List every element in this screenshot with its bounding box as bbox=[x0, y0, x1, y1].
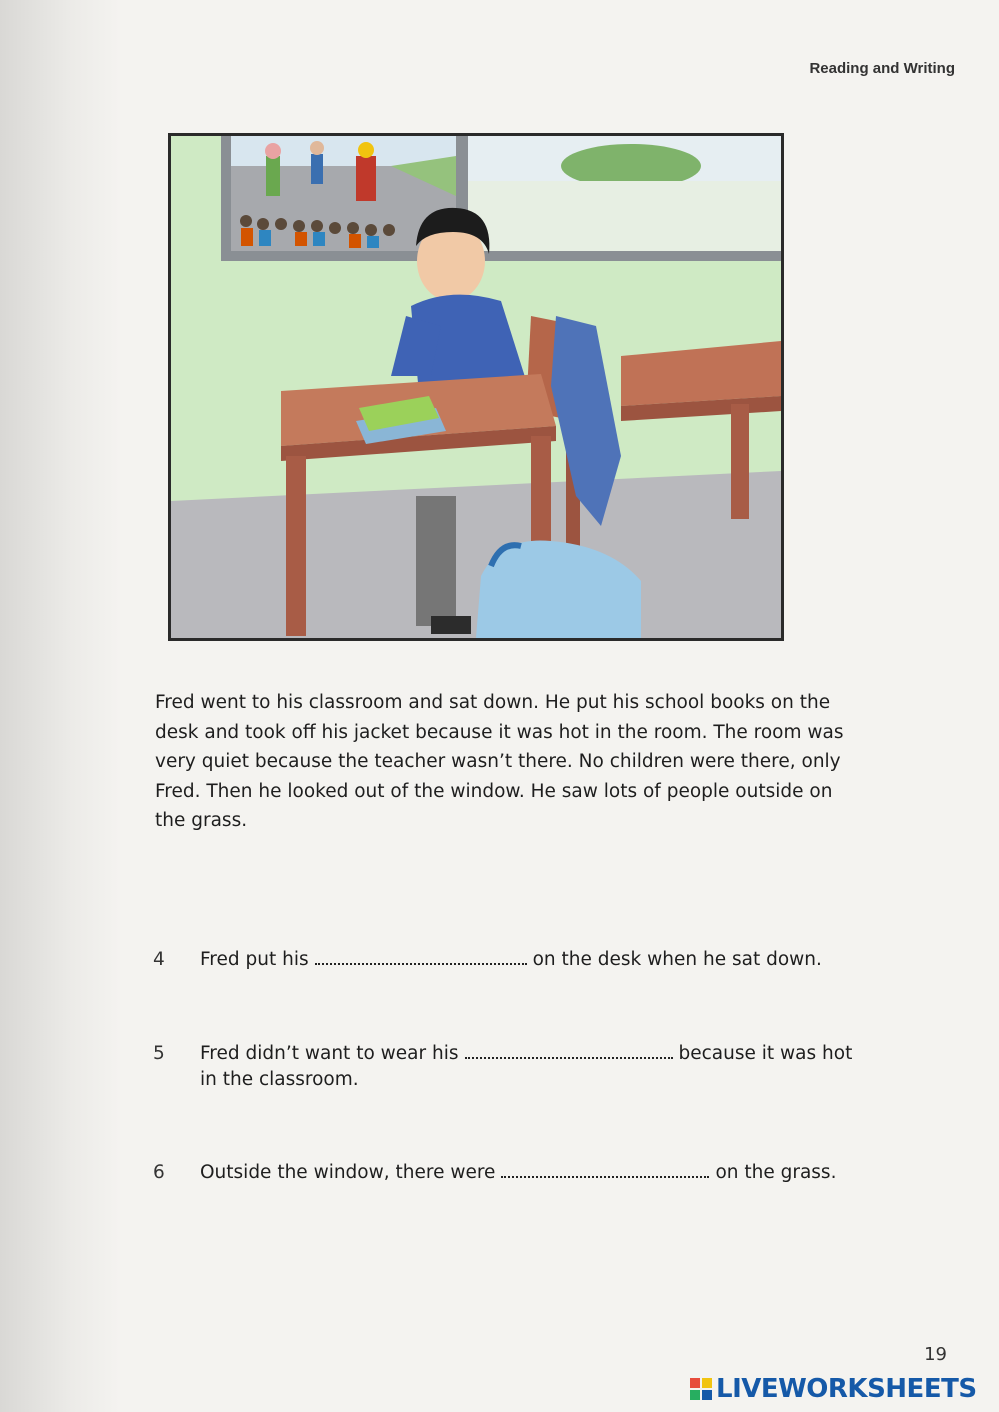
question-text-before: Fred didn’t want to wear his bbox=[200, 1043, 459, 1064]
page-number: 19 bbox=[924, 1344, 947, 1365]
question-number: 4 bbox=[153, 949, 165, 970]
passage-line: the grass. bbox=[155, 810, 248, 831]
question-text-after: because it was hot bbox=[678, 1043, 853, 1064]
liveworksheets-logo[interactable] bbox=[690, 1374, 977, 1404]
passage-line: Fred. Then he looked out of the window. He saw lots of people outside on bbox=[155, 780, 833, 802]
question-text-after: on the grass. bbox=[715, 1162, 837, 1183]
passage-line: Fred went to his classroom and sat down. He put his school books on the bbox=[155, 692, 831, 713]
question-5 bbox=[153, 1040, 873, 1098]
brand-name: LIVEWORKSHEETS bbox=[716, 1374, 977, 1404]
question-number: 5 bbox=[153, 1043, 165, 1064]
answer-blank-5[interactable] bbox=[465, 1041, 673, 1059]
answer-blank-4[interactable] bbox=[315, 947, 527, 965]
question-6 bbox=[153, 1159, 873, 1189]
question-4 bbox=[153, 946, 873, 976]
passage-line: very quiet because the teacher wasn’t there. No children were there, only bbox=[155, 751, 841, 772]
classroom-illustration-icon bbox=[171, 136, 781, 638]
passage-line: desk and took off his jacket because it was hot in the room. The room was bbox=[155, 721, 844, 743]
reading-passage bbox=[155, 688, 867, 836]
question-text-before: Outside the window, there were bbox=[200, 1162, 496, 1183]
section-header: Reading and Writing bbox=[809, 60, 955, 77]
question-continuation: in the classroom. bbox=[200, 1069, 359, 1090]
classroom-illustration bbox=[168, 133, 784, 641]
question-text-before: Fred put his bbox=[200, 949, 309, 970]
question-number: 6 bbox=[153, 1162, 165, 1183]
answer-blank-6[interactable] bbox=[501, 1160, 709, 1178]
page-binding-shadow bbox=[0, 0, 120, 1412]
question-text-after: on the desk when he sat down. bbox=[532, 949, 822, 970]
liveworksheets-logo-icon bbox=[690, 1378, 712, 1400]
